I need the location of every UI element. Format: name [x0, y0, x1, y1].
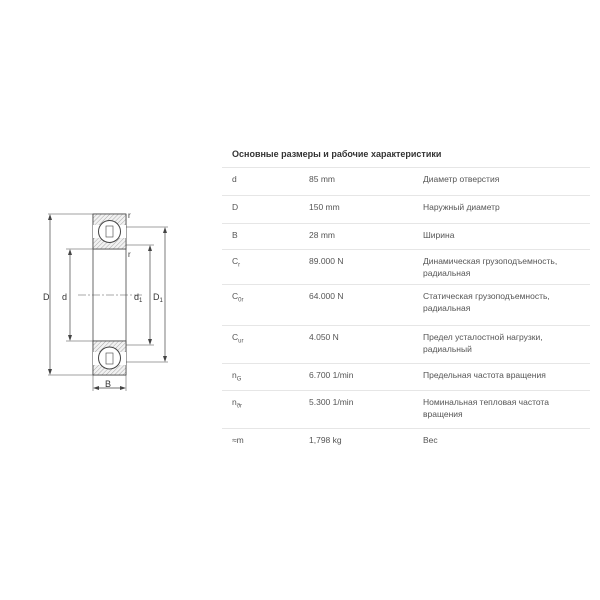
label-d: d	[62, 292, 68, 302]
spec-value: 64.000 N	[309, 291, 344, 301]
spec-value: 85 mm	[309, 174, 335, 184]
spec-description: Динамическая грузоподъемность, радиальная	[423, 256, 558, 278]
spec-description: Номинальная тепловая частота вращения	[423, 397, 549, 419]
spec-row	[222, 363, 590, 390]
label-B: B	[105, 379, 112, 389]
spec-value: 28 mm	[309, 230, 335, 240]
bearing-cross-section-drawing	[38, 205, 178, 395]
bottom-ring-section	[93, 341, 126, 375]
spec-row	[222, 325, 590, 363]
spec-symbol: D	[232, 202, 239, 212]
spec-symbol: $n_G$	[232, 370, 242, 383]
spec-row	[222, 167, 590, 195]
top-ring-section	[93, 214, 126, 249]
spec-value: 1,798 kg	[309, 435, 342, 445]
spec-rows	[222, 167, 590, 456]
spec-description: Диаметр отверстия	[423, 174, 500, 184]
spec-symbol: $C_{0r}$	[232, 291, 244, 304]
spec-row	[222, 195, 590, 223]
spec-row	[222, 390, 590, 428]
spec-row	[222, 284, 590, 325]
label-D: D	[43, 292, 50, 302]
spec-symbol: ≈m	[232, 435, 244, 445]
spec-description: Вес	[423, 435, 438, 445]
spec-title: Основные размеры и рабочие характеристики	[232, 149, 442, 159]
spec-value: 89.000 N	[309, 256, 344, 266]
spec-description: Предел усталостной нагрузки, радиальный	[423, 332, 543, 354]
spec-table	[222, 145, 590, 456]
spec-value: 6.700 1/min	[309, 370, 354, 380]
spec-row	[222, 428, 590, 456]
label-r-mid: r	[128, 250, 131, 259]
spec-row	[222, 249, 590, 284]
spec-value: 5.300 1/min	[309, 397, 354, 407]
label-d1: $d_1$	[134, 292, 143, 304]
spec-value: 150 mm	[309, 202, 340, 212]
label-D1: $D_1$	[153, 292, 163, 304]
spec-symbol: $C_r$	[232, 256, 241, 269]
spec-symbol: $C_{ur}$	[232, 332, 244, 345]
spec-symbol: $n_{ϑr}$	[232, 397, 243, 410]
spec-row	[222, 223, 590, 249]
label-r-top: r	[128, 211, 131, 220]
spec-value: 4.050 N	[309, 332, 339, 342]
spec-description: Статическая грузоподъемность, радиальная	[423, 291, 550, 313]
spec-description: Ширина	[423, 230, 455, 240]
spec-description: Предельная частота вращения	[423, 370, 546, 380]
spec-description: Наружный диаметр	[423, 202, 500, 212]
spec-symbol: B	[232, 230, 238, 240]
spec-symbol: d	[232, 174, 237, 184]
